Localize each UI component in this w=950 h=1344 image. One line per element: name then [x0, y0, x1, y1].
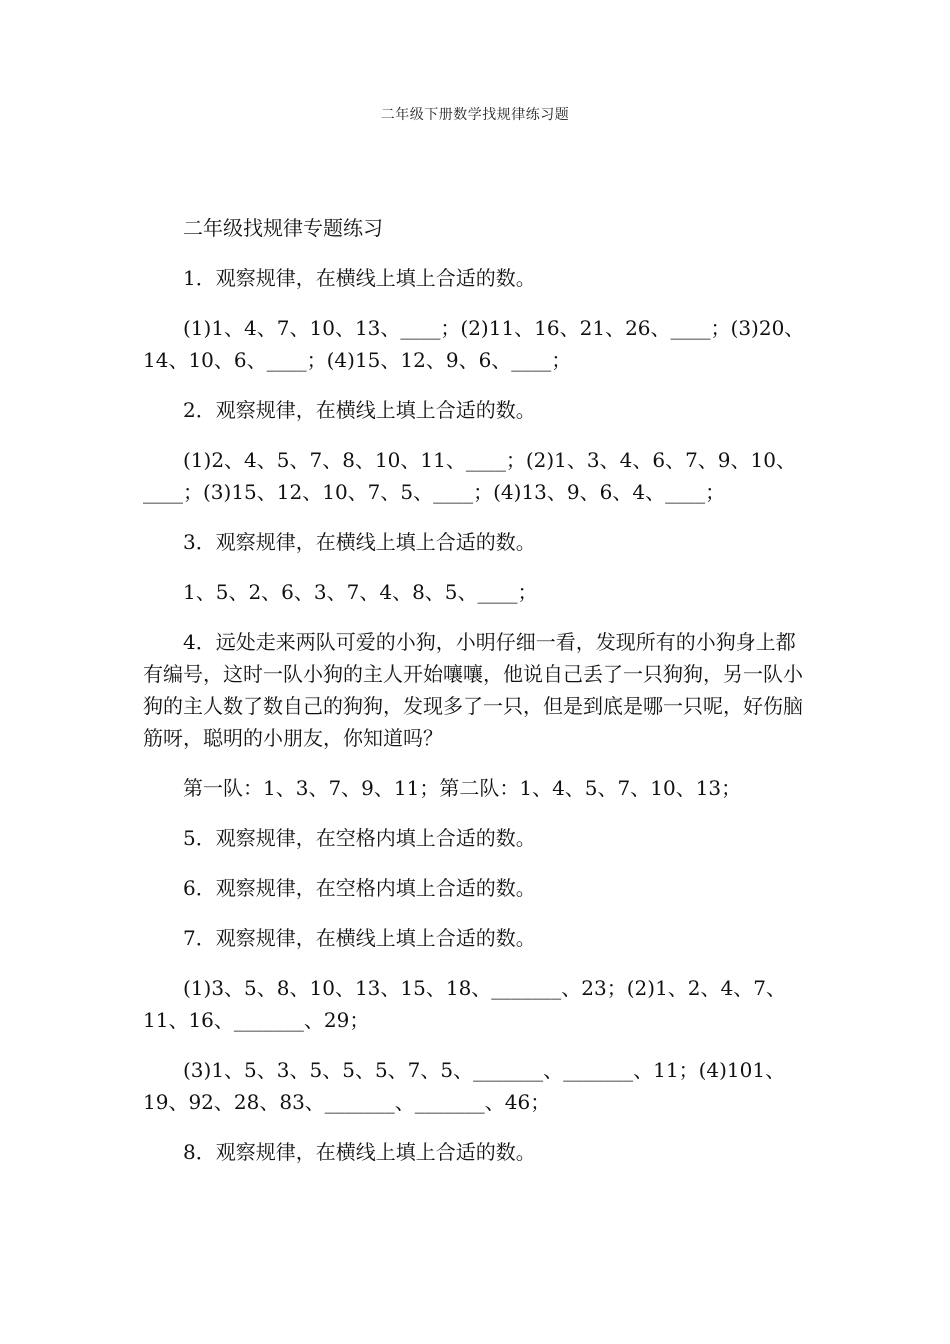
question-7-items-b: (3)1、5、3、5、5、5、7、5、_______、_______、11；(4)101、19、92、28、83、_______、_______、46；: [143, 1058, 786, 1114]
document-body: [143, 212, 815, 1186]
section-title: 二年级找规律专题练习: [183, 216, 383, 240]
question-2-items: (1)2、4、5、7、8、10、11、____；(2)1、3、4、6、7、9、10、____；(3)15、12、10、7、5、____；(4)13、9、6、4、____；: [143, 448, 796, 504]
question-3-prompt: 3．观察规律，在横线上填上合适的数。: [183, 530, 536, 554]
question-1-prompt: 1．观察规律，在横线上填上合适的数。: [183, 266, 536, 290]
question-4-teams: 第一队：1、3、7、9、11；第二队：1、4、5、7、10、13；: [183, 776, 742, 800]
question-2-prompt: 2．观察规律，在横线上填上合适的数。: [183, 398, 536, 422]
page-header-title: 二年级下册数学找规律练习题: [380, 107, 570, 123]
question-1-items: (1)1、4、7、10、13、____；(2)11、16、21、26、____；(3)20、14、10、6、____；(4)15、12、9、6、____；: [143, 316, 805, 372]
question-8-prompt: 8．观察规律，在横线上填上合适的数。: [183, 1140, 536, 1164]
question-3-items: 1、5、2、6、3、7、4、8、5、____；: [183, 580, 538, 604]
question-6-prompt: 6．观察规律，在空格内填上合适的数。: [183, 876, 536, 900]
question-7-items-a: (1)3、5、8、10、13、15、18、_______、23；(2)1、2、4、7、11、16、_______、29；: [143, 976, 786, 1032]
question-5-prompt: 5．观察规律，在空格内填上合适的数。: [183, 826, 536, 850]
question-7-prompt: 7．观察规律，在横线上填上合适的数。: [183, 926, 536, 950]
question-4-story: 4．远处走来两队可爱的小狗，小明仔细一看，发现所有的小狗身上都有编号，这时一队小狗的主人开始嚷嚷，他说自己丢了一只狗狗，另一队小狗的主人数了数自己的狗狗，发现多了一只，但是到底是哪一只呢，好伤脑筋呀，聪明的小朋友，你知道吗？: [143, 630, 803, 750]
